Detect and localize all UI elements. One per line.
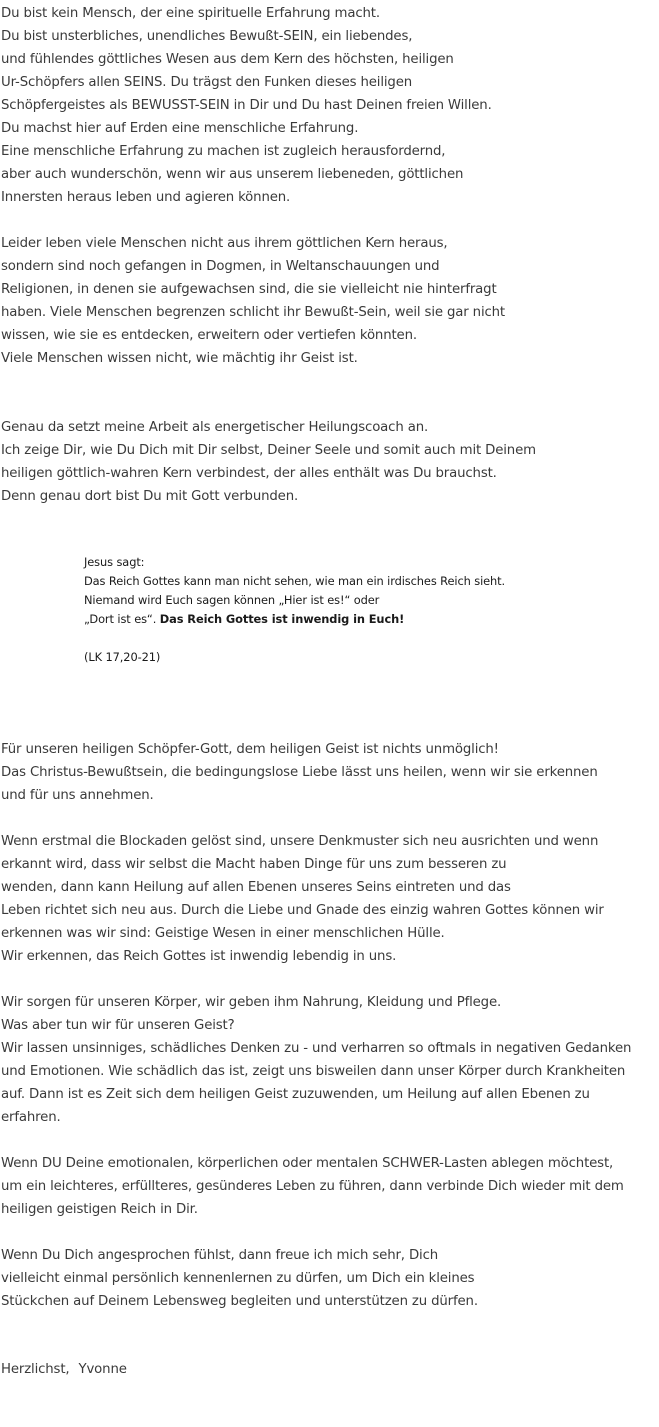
quote-line: Das Reich Gottes kann man nicht sehen, wie man ein irdisches Reich sieht. bbox=[84, 574, 506, 588]
text-line: vielleicht einmal persönlich kennenlernen zu dürfen, um Dich ein kleines bbox=[1, 1271, 475, 1286]
text-line: Schöpfergeistes als BEWUSST-SEIN in Dir und Du hast Deinen freien Willen. bbox=[1, 98, 492, 113]
signature bbox=[1, 1358, 127, 1381]
text-line: Du machst hier auf Erden eine menschliche Erfahrung. bbox=[1, 121, 359, 136]
paragraph-dogmas bbox=[1, 232, 505, 370]
signature-line bbox=[1, 1358, 127, 1381]
text-line: und Emotionen. Wie schädlich das ist, zeigt uns bisweilen dann unser Körper durch Krankheiten bbox=[1, 1064, 626, 1079]
text-line: erkennen was wir sind: Geistige Wesen in einer menschlichen Hülle. bbox=[1, 926, 445, 941]
text-line: wenden, dann kann Heilung auf allen Ebenen unseres Seins eintreten und das bbox=[1, 880, 511, 895]
text-line: Wenn Du Dich angesprochen fühlst, dann freue ich mich sehr, Dich bbox=[1, 1248, 439, 1263]
text-line: Das Christus-Bewußtsein, die bedingungslose Liebe lässt uns heilen, wenn wir sie erkennen bbox=[1, 765, 598, 780]
text-line: erfahren. bbox=[1, 1110, 61, 1125]
text-line: Ur-Schöpfers allen SEINS. Du trägst den Funken dieses heiligen bbox=[1, 75, 413, 90]
text-line: Was aber tun wir für unseren Geist? bbox=[1, 1018, 235, 1033]
text-line: haben. Viele Menschen begrenzen schlicht ihr Bewußt-Sein, weil sie gar nicht bbox=[1, 305, 505, 320]
text-line: Wir sorgen für unseren Körper, wir geben ihm Nahrung, Kleidung und Pflege. bbox=[1, 995, 502, 1010]
paragraph-burdens bbox=[1, 1152, 624, 1221]
paragraph-invitation bbox=[1, 1244, 478, 1313]
quote-intro: Jesus sagt: bbox=[84, 555, 145, 569]
text-line: heiligen geistigen Reich in Dir. bbox=[1, 1202, 198, 1217]
text-line: Wir erkennen, das Reich Gottes ist inwendig lebendig in uns. bbox=[1, 949, 397, 964]
bible-quote bbox=[84, 553, 505, 667]
text-line: Viele Menschen wissen nicht, wie mächtig ihr Geist ist. bbox=[1, 351, 358, 366]
text-line: erkannt wird, dass wir selbst die Macht haben Dinge für uns zum besseren zu bbox=[1, 857, 507, 872]
text-line: Wenn erstmal die Blockaden gelöst sind, unsere Denkmuster sich neu ausrichten und wenn bbox=[1, 834, 599, 849]
text-line: Genau da setzt meine Arbeit als energetischer Heilungscoach an. bbox=[1, 420, 429, 435]
paragraph-body-mind bbox=[1, 991, 631, 1129]
paragraph-healing bbox=[1, 830, 604, 968]
text-line: wissen, wie sie es entdecken, erweitern oder vertiefen könnten. bbox=[1, 328, 417, 343]
text-line: Wenn DU Deine emotionalen, körperlichen oder mentalen SCHWER-Lasten ablegen möchtest, bbox=[1, 1156, 614, 1171]
text-line: Denn genau dort bist Du mit Gott verbunden. bbox=[1, 489, 299, 504]
quote-line-text: „Dort ist es“. bbox=[84, 612, 160, 626]
text-line: Eine menschliche Erfahrung zu machen ist zugleich herausfordernd, bbox=[1, 144, 446, 159]
text-line: heiligen göttlich-wahren Kern verbindest, der alles enthält was Du brauchst. bbox=[1, 466, 497, 481]
text-line: Religionen, in denen sie aufgewachsen sind, die sie vielleicht nie hinterfragt bbox=[1, 282, 497, 297]
signature-name: Yvonne bbox=[78, 1362, 127, 1377]
quote-line: Niemand wird Euch sagen können „Hier ist es!“ oder bbox=[84, 593, 380, 607]
quote-emphasis: Das Reich Gottes ist inwendig in Euch! bbox=[159, 612, 405, 626]
text-line: Du bist kein Mensch, der eine spirituelle Erfahrung macht. bbox=[1, 6, 380, 21]
text-line: um ein leichteres, erfüllteres, gesünderes Leben zu führen, dann verbinde Dich wieder mit dem bbox=[1, 1179, 624, 1194]
text-line: Stückchen auf Deinem Lebensweg begleiten und unterstützen zu dürfen. bbox=[1, 1294, 478, 1309]
signature-greeting: Herzlichst, bbox=[1, 1362, 70, 1377]
quote-line bbox=[84, 610, 505, 629]
text-line: und für uns annehmen. bbox=[1, 788, 154, 803]
text-line: Leben richtet sich neu aus. Durch die Liebe und Gnade des einzig wahren Gottes können wir bbox=[1, 903, 604, 918]
text-line: Innersten heraus leben und agieren können. bbox=[1, 190, 291, 205]
text-line: und fühlendes göttliches Wesen aus dem Kern des höchsten, heiligen bbox=[1, 52, 454, 67]
text-line: Wir lassen unsinniges, schädliches Denken zu - und verharren so oftmals in negativen Gedanken bbox=[1, 1041, 632, 1056]
text-line: Ich zeige Dir, wie Du Dich mit Dir selbst, Deiner Seele und somit auch mit Deinem bbox=[1, 443, 536, 458]
paragraph-intro bbox=[1, 2, 492, 209]
paragraph-coaching bbox=[1, 416, 536, 508]
text-line: Für unseren heiligen Schöpfer-Gott, dem heiligen Geist ist nichts unmöglich! bbox=[1, 742, 499, 757]
text-line: sondern sind noch gefangen in Dogmen, in Weltanschauungen und bbox=[1, 259, 440, 274]
quote-source: (LK 17,20-21) bbox=[84, 650, 161, 664]
paragraph-creator bbox=[1, 738, 598, 807]
text-line: Du bist unsterbliches, unendliches Bewußt-SEIN, ein liebendes, bbox=[1, 29, 413, 44]
text-line: auf. Dann ist es Zeit sich dem heiligen Geist zuzuwenden, um Heilung auf allen Ebenen zu bbox=[1, 1087, 590, 1102]
text-line: aber auch wunderschön, wenn wir aus unserem liebeneden, göttlichen bbox=[1, 167, 464, 182]
text-line: Leider leben viele Menschen nicht aus ihrem göttlichen Kern heraus, bbox=[1, 236, 448, 251]
